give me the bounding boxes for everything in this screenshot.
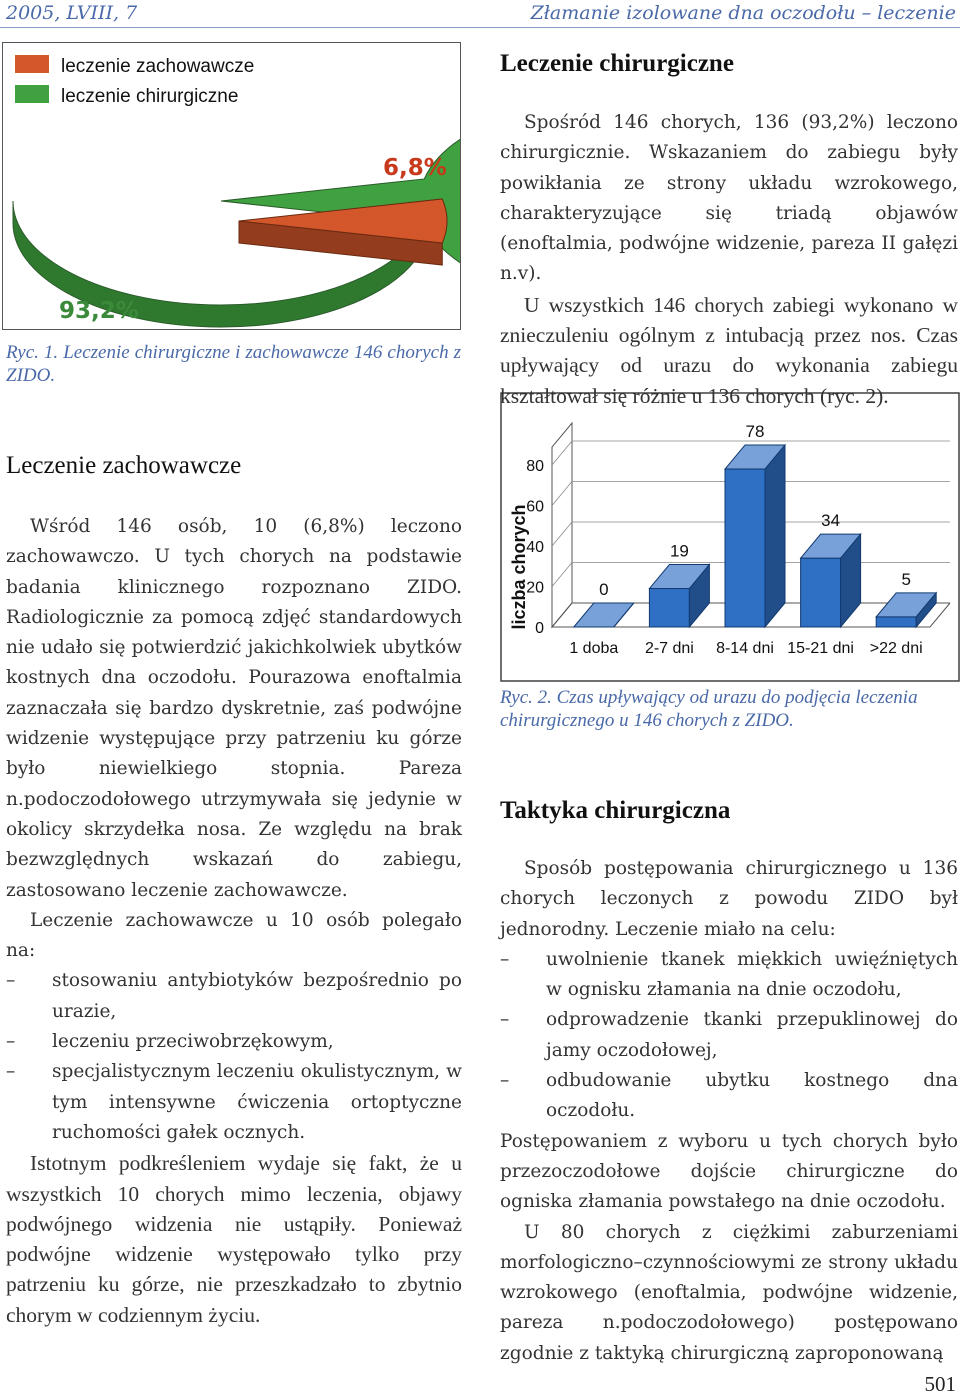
y-tick-label: 80 xyxy=(526,458,544,475)
left-text-block xyxy=(6,512,462,1330)
right-text-block-2 xyxy=(500,854,958,1369)
bar-front xyxy=(649,589,689,627)
y-tick-label: 40 xyxy=(526,539,544,556)
right-text-block-1 xyxy=(500,108,958,411)
bar-front xyxy=(876,617,916,627)
list-item: – stosowaniu antybiotyków bezpośrednio po urazie, xyxy=(6,966,462,1027)
bar-side xyxy=(765,445,785,627)
header-rule xyxy=(0,27,960,28)
x-tick-label: 8-14 dni xyxy=(716,640,774,657)
paragraph-surgical-indications: Spośród 146 chorych, 136 (93,2%) leczono chirurgicznie. Wskazaniem do zabiegu były powikłania ze strony układu wzrokowego, charakteryzujące się triadą objawów (enoftalmia, podwójne widzenie, pareza II gałęzi n.v). xyxy=(500,112,958,285)
heading-surgical-treatment: Leczenie chirurgiczne xyxy=(500,50,734,77)
running-header-left: 2005, LVIII, 7 xyxy=(6,2,138,24)
x-tick-label: 15-21 dni xyxy=(787,640,854,657)
y-tick-label: 20 xyxy=(526,579,544,597)
figure-1-pie-chart xyxy=(2,42,461,330)
list-item: – odbudowanie ubytku kostnego dna oczodołu. xyxy=(500,1066,958,1127)
list-item: – specjalistycznym leczeniu okulistycznym, w tym intensywne ćwiczenia ortoptyczne ruchomości gałek ocznych. xyxy=(6,1057,462,1148)
running-header-right: Złamanie izolowane dna oczodołu – leczenie xyxy=(530,2,956,24)
pie-chart-svg xyxy=(3,43,460,329)
bar-chart-svg xyxy=(500,392,960,682)
paragraph-tactics-intro: Sposób postępowania chirurgicznego u 136 chorych leczonych z powodu ZIDO był jednorodny. Leczenie miało na celu: xyxy=(500,858,958,940)
paragraph-conservative-methods: Leczenie zachowawcze u 10 osób polegało na: xyxy=(6,909,462,962)
list-item: – odprowadzenie tkanki przepuklinowej do jamy oczodołowej, xyxy=(500,1005,958,1066)
y-tick-label: 0 xyxy=(535,620,544,637)
page-number: 501 xyxy=(924,1372,956,1396)
pie-slices xyxy=(13,97,460,327)
bar-data-label: 34 xyxy=(821,511,841,531)
paragraph-anesthesia: U wszystkich 146 chorych zabiegi wykonano w znieczuleniu ogólnym z intubacją przez nos. Czas upływający od urazu do wykonania zabiegu kształtował się różnie u 136 chorych (ryc. 2). xyxy=(500,292,958,408)
figure-2-caption: Ryc. 2. Czas upływający od urazu do podjęcia leczenia chirurgicznego u 146 chorych z ZIDO. xyxy=(500,687,918,731)
heading-conservative-treatment: Leczenie zachowawcze xyxy=(6,452,242,479)
surgical-goals-list xyxy=(500,945,958,1127)
x-tick-label: >22 dni xyxy=(869,640,923,657)
list-item: – leczeniu przeciwobrzękowym, xyxy=(6,1027,462,1057)
conservative-methods-list xyxy=(6,966,462,1148)
bar-data-label: 78 xyxy=(745,422,765,442)
bar-front xyxy=(725,469,765,627)
paragraph-approach: Postępowaniem z wyboru u tych chorych było przezoczodołowe dojście chirurgiczne do ogniska złamania powstałego na dnie oczodołu. xyxy=(500,1130,958,1213)
legend-label-surgical: leczenie chirurgiczne xyxy=(61,86,239,107)
figure-1-caption: Ryc. 1. Leczenie chirurgiczne i zachowawcze 146 chorych z ZIDO. xyxy=(6,342,461,386)
slice-label-conservative: 6,8% xyxy=(383,155,447,181)
bar-front xyxy=(801,558,841,627)
legend-swatch-surgical xyxy=(15,85,49,103)
bar-data-label: 5 xyxy=(901,569,911,589)
bar-data-label: 19 xyxy=(669,541,689,561)
y-tick-label: 60 xyxy=(526,498,544,516)
legend-swatch-conservative xyxy=(15,55,49,73)
bar-top xyxy=(574,603,634,627)
x-tick-label: 2-7 dni xyxy=(644,640,694,657)
slice-label-surgical: 93,2% xyxy=(59,298,139,324)
x-tick-label: 1 doba xyxy=(569,640,619,657)
paragraph-conservative-intro: Wśród 146 osób, 10 (6,8%) leczono zachowawczo. U tych chorych na podstawie badania klinicznego rozpoznano ZIDO. Radiologicznie za pomocą zdjęć standardowych nie udało się potwierdzić jakichkolwiek ubytków kostnych dna oczodołu. Pourazowa enoftalmia zaznaczała się bardzo dyskretnie, zaś podwójne widzenie występujące przy patrzeniu ku górze było niewielkiego stopnia. Pareza n.podoczodołowego utrzymywała się jedynie w okolicy skrzydełka nosa. Ze względu na brak bezwzględnych wskazań do zabiegu, zastosowano leczenie zachowawcze. xyxy=(6,516,462,901)
chart-bars xyxy=(569,422,936,657)
paragraph-severe-cases: U 80 chorych z ciężkimi zaburzeniami morfologiczno–czynnościowymi ze strony układu wzrokowego (enoftalmia, podwójne widzenie, pareza n.podoczodołowego) postępowano zgodnie z taktyką chirurgiczną zaproponowaną xyxy=(500,1221,958,1364)
bar-data-label: 0 xyxy=(599,580,609,599)
figure-2-bar-chart xyxy=(500,392,960,682)
paragraph-conservative-outcome: Istotnym podkreśleniem wydaje się fakt, że u wszystkich 10 chorych mimo leczenia, objawy podwójnego widzenia nie ustąpiły. Ponieważ podwójne widzenie występowało tylko przy patrzeniu ku górze, nie przeszkadzało to zbytnio chorym w codziennym życiu. xyxy=(6,1151,462,1327)
list-item: – uwolnienie tkanek miękkich uwięźniętych w ognisku złamania na dnie oczodołu, xyxy=(500,945,958,1006)
legend-label-conservative: leczenie zachowawcze xyxy=(61,56,255,77)
y-axis-label: liczba chorych xyxy=(509,504,529,630)
heading-surgical-tactics: Taktyka chirurgiczna xyxy=(500,797,731,824)
